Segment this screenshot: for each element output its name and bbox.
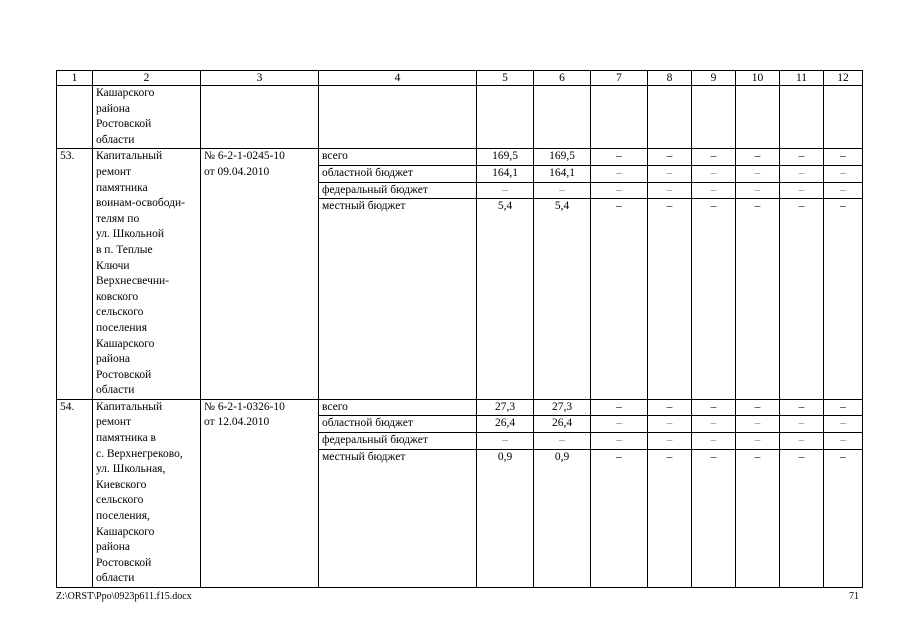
value: – xyxy=(648,400,691,417)
column-header: 2 xyxy=(93,71,201,86)
value: – xyxy=(780,400,823,417)
value: 164,1 xyxy=(477,166,533,183)
value: 0,9 xyxy=(554,450,570,463)
value: – xyxy=(692,166,735,183)
value: – xyxy=(780,149,823,166)
value: – xyxy=(591,400,647,417)
column-header: 10 xyxy=(736,71,780,86)
value-cell-col10 xyxy=(736,399,780,587)
column-header: 8 xyxy=(648,71,692,86)
value: – xyxy=(648,416,691,433)
value: – xyxy=(754,200,761,213)
table-row xyxy=(57,399,863,587)
value: 164,1 xyxy=(534,166,590,183)
value: – xyxy=(824,149,862,166)
value: – xyxy=(780,433,823,450)
value: – xyxy=(840,200,846,213)
value: – xyxy=(736,400,779,417)
value-cell-col9 xyxy=(692,149,736,400)
value: – xyxy=(534,433,590,450)
value-cell-col12 xyxy=(824,399,863,587)
file-path: Z:\ORST\Ppo\0923p611.f15.docx xyxy=(56,591,192,602)
value: – xyxy=(591,183,647,200)
budget-source-cell xyxy=(319,399,477,587)
value: 5,4 xyxy=(554,200,570,213)
value: – xyxy=(692,149,735,166)
value: – xyxy=(648,433,691,450)
value: – xyxy=(648,183,691,200)
column-header: 7 xyxy=(591,71,648,86)
column-header: 12 xyxy=(824,71,863,86)
page-number: 71 xyxy=(849,591,859,602)
value-cell-col6 xyxy=(534,399,591,587)
budget-source-label: всего xyxy=(319,400,476,417)
value: 0,9 xyxy=(497,450,513,463)
value: – xyxy=(591,433,647,450)
value: – xyxy=(798,200,805,213)
value-cell-col11 xyxy=(780,149,824,400)
budget-source-cell xyxy=(319,149,477,400)
column-header: 11 xyxy=(780,71,824,86)
value: – xyxy=(780,416,823,433)
value-cell-col11 xyxy=(780,399,824,587)
value-cell-col10 xyxy=(736,149,780,400)
budget-source-label: местный бюджет xyxy=(322,450,406,463)
table-row xyxy=(57,149,863,400)
value: – xyxy=(692,416,735,433)
budget-source-label: всего xyxy=(319,149,476,166)
value: – xyxy=(780,166,823,183)
value: 169,5 xyxy=(477,149,533,166)
value: – xyxy=(798,450,805,463)
value-cell-col8 xyxy=(648,149,692,400)
value: – xyxy=(736,149,779,166)
value: 5,4 xyxy=(497,200,513,213)
value: – xyxy=(591,416,647,433)
column-header: 4 xyxy=(319,71,477,86)
column-header: 9 xyxy=(692,71,736,86)
value-cell-col9 xyxy=(692,399,736,587)
value: – xyxy=(666,200,673,213)
column-header: 3 xyxy=(201,71,319,86)
budget-source-label: областной бюджет xyxy=(319,416,476,433)
value: – xyxy=(736,183,779,200)
object-description: Капитальный ремонт памятника воинам-освободи- телям по ул. Школьной в п. Теплые Ключи Верхнесвечни- ковского сельского поселения Кашарского района Ростовской области xyxy=(93,149,201,400)
value: – xyxy=(780,183,823,200)
value: – xyxy=(824,166,862,183)
row-number: 53. xyxy=(57,149,93,400)
continuation-row xyxy=(57,86,863,149)
column-header: 5 xyxy=(477,71,534,86)
column-number-row xyxy=(57,71,863,86)
value: 169,5 xyxy=(534,149,590,166)
value: – xyxy=(840,450,846,463)
value: 26,4 xyxy=(477,416,533,433)
value-cell-col12 xyxy=(824,149,863,400)
value: – xyxy=(616,450,622,463)
value: – xyxy=(710,450,717,463)
value: 27,3 xyxy=(477,400,533,417)
row-number: 54. xyxy=(57,399,93,587)
value: – xyxy=(824,416,862,433)
value-cell-col6 xyxy=(534,149,591,400)
column-header: 6 xyxy=(534,71,591,86)
value: – xyxy=(616,200,622,213)
value-cell-col8 xyxy=(648,399,692,587)
object-description: Капитальный ремонт памятника в с. Верхнегреково, ул. Школьная, Киевского сельского поселения, Кашарского района Ростовской области xyxy=(93,399,201,587)
value: – xyxy=(591,166,647,183)
value: – xyxy=(666,450,673,463)
value: – xyxy=(692,183,735,200)
document-reference: № 6-2-1-0326-10 от 12.04.2010 xyxy=(201,399,319,587)
value-cell-col5 xyxy=(477,399,534,587)
value: – xyxy=(648,166,691,183)
value: – xyxy=(692,400,735,417)
value: 26,4 xyxy=(534,416,590,433)
value: – xyxy=(824,400,862,417)
value: – xyxy=(736,433,779,450)
value: – xyxy=(477,433,533,450)
value: – xyxy=(591,149,647,166)
value: – xyxy=(824,433,862,450)
value: – xyxy=(692,433,735,450)
budget-source-label: федеральный бюджет xyxy=(319,183,476,200)
object-description: Кашарского района Ростовской области xyxy=(93,86,201,149)
budget-source-label: федеральный бюджет xyxy=(319,433,476,450)
value-cell-col7 xyxy=(591,399,648,587)
value: 27,3 xyxy=(534,400,590,417)
value: – xyxy=(648,149,691,166)
value: – xyxy=(710,200,717,213)
value: – xyxy=(824,183,862,200)
value-cell-col7 xyxy=(591,149,648,400)
value: – xyxy=(736,416,779,433)
value: – xyxy=(477,183,533,200)
document-reference: № 6-2-1-0245-10 от 09.04.2010 xyxy=(201,149,319,400)
value-cell-col5 xyxy=(477,149,534,400)
column-header: 1 xyxy=(57,71,93,86)
value: – xyxy=(736,166,779,183)
value: – xyxy=(754,450,761,463)
budget-source-label: областной бюджет xyxy=(319,166,476,183)
value: – xyxy=(534,183,590,200)
budget-table xyxy=(56,70,863,588)
budget-source-label: местный бюджет xyxy=(322,200,406,213)
